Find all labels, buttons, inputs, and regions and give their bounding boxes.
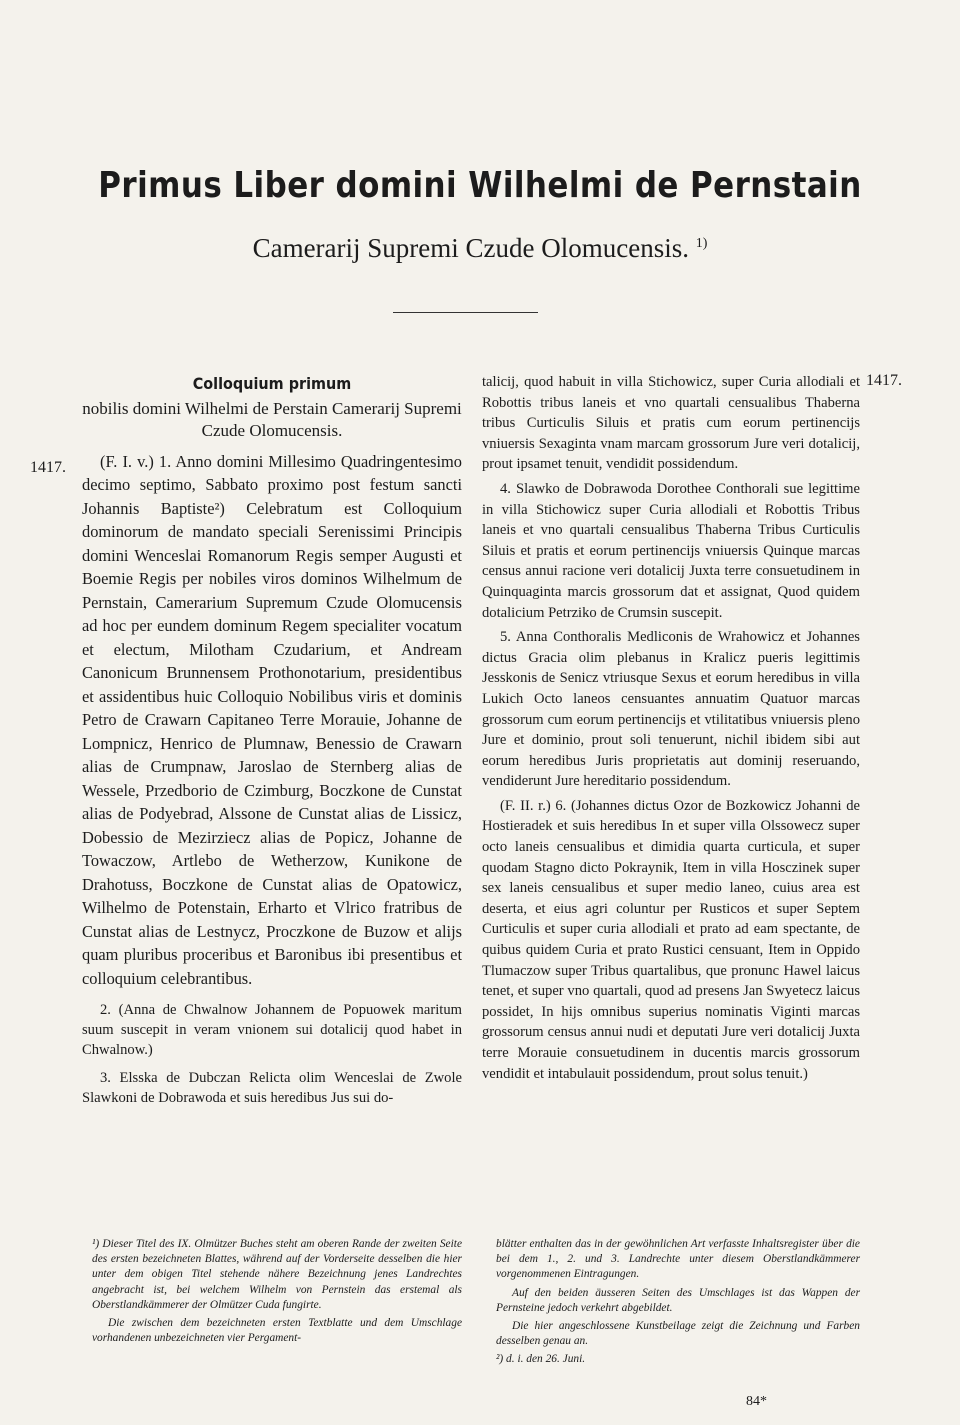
paragraph-6: (F. II. r.) 6. (Johannes dictus Ozor de Bozkowicz Johanni de Hostieradek et suis heredibus In et super villa Olssowecz super octo laneis censualibus et dimidia quarta curticula, et super quodam Stagno dicto Pokraynik, Item in villa Hosczinek super sex laneis censualibus et super medio laneo, cuius area est deserta, et eius agri coluntur per Rusticos et super Septem Curticulis et super curia allodiali et prato ad eam spectante, de quibus quidem Curia et prato Rustici censuant, Item in Oppido Tlumaczow super Tribus quartalibus, que pronunc Hawel laicus tenet, et super vno quartali, quod ad presens Jan Swyetecz laicus possidet, In hijs omnibus superius nominatis Viginti marcas grossorum census annui nudi et deputati Jure veri dotalicij Juxta terre Morauie consuetudinem in ducentis marcis grossorum vendidit et intabulauit possidendum, prout solus tenuit.) xyxy=(482,797,860,1082)
paragraph-3-continued: talicij, quod habuit in villa Stichowicz, super Curia allodiali et Robottis tribus laneis et vno quartali censualibus Thaberna tribus Curticulis Siluis et pratis cum eorum pertinencijs vniuersis Sexaginta vnam marcam grossorum Jure veri dotalicij, prout ipsamet tenuit, vendidit possidendum. xyxy=(482,374,860,473)
subtitle-text: Camerarij Supremi Czude Olomucensis. xyxy=(252,233,689,263)
subtitle-footnote-marker: 1) xyxy=(695,236,708,251)
margin-year-left: 1417. xyxy=(30,459,66,476)
footnote-1-right-part-3: Die hier angeschlossene Kunstbeilage zeigt die Zeichnung und Farben desselben genau an. xyxy=(496,1320,860,1348)
paragraph-5: 5. Anna Conthoralis Medliconis de Wrahowicz et Johannes dictus Gracia olim plebanus in Kralicz pueris legittimis Jesskonis de Senicz vtriusque Sexus et eorum heredibus in villa Lukich Octo laneos censuantes annuatim Quatuor marcas grossorum cum eorum pertinencijs et vtilitatibus vniuersis pleno Jure et dominio, prout soli tenuerunt, nichil ibidem sibi aut eorum heredibus Juris proprietatis aut dominij reseruando, vendiderunt Jure hereditario possidendum. xyxy=(482,629,860,790)
footnotes-right xyxy=(496,1237,860,1371)
footnote-1-right-part-1: blätter enthalten das in der gewöhnlichen Art verfasste Inhaltsregister über die bei dem 1., 2. und 3. Landrechte unter diesem Oberstlandkämmerer vorgenommenen Eintragungen. xyxy=(496,1238,860,1281)
paragraph-3: 3. Elsska de Dubczan Relicta olim Wenceslai de Zwole Slawkoni de Dobrawoda et suis heredibus Jus sui do- xyxy=(82,1070,462,1106)
left-column xyxy=(82,372,462,1108)
margin-year-right: 1417. xyxy=(866,372,902,389)
colloquium-subheading: nobilis domini Wilhelmi de Perstain Camerarij Supremi Czude Olomucensis. xyxy=(82,398,462,440)
footnote-1: ¹) Dieser Titel des IX. Olmützer Buches steht am oberen Rande der zweiten Seite des ersten bezeichneten Blattes, während auf der Vorderseite desselben die hier unter dem obigen Titel stehende nähere Bezeichnung jenes Landrechtes angebracht ist, bei welchem Wilhelm von Pernstein das erstemal als Oberstlandkämmerer der Olmützer Cuda fungirte. xyxy=(92,1238,462,1311)
right-column xyxy=(482,372,860,1084)
footnote-2: ²) d. i. den 26. Juni. xyxy=(496,1353,586,1366)
paragraph-2: 2. (Anna de Chwalnow Johannem de Popuowek maritum suum suscepit in veram vnionem sui dotalicij quod habet in Chwalnow.) xyxy=(82,1002,462,1058)
footnote-1-continued: Die zwischen dem bezeichneten ersten Textblatte und dem Umschlage vorhandenen unbezeichneten vier Pergament- xyxy=(92,1317,462,1345)
paragraph-4: 4. Slawko de Dobrawoda Dorothee Conthorali sue legittime in villa Stichowicz super Curia allodiali et Robottis Tribus laneis et vno quartali censualibus Thaberna Tribus Curticulis Siluis et pratis et eorum pertinencijs vniuersis Quinque marcas census annui racione veri dotalicij Juxta terre consuetudinem in Quinquaginta marcis grossorum dat et assignat, Quod quidem dotalicium Petrziko de Crumsin suscepit. xyxy=(482,480,860,621)
title-divider xyxy=(393,312,538,313)
colloquium-heading: Colloquium primum xyxy=(192,374,352,393)
page-number: 84* xyxy=(746,1394,767,1409)
footnotes-left xyxy=(92,1237,462,1349)
page-title: Primus Liber domini Wilhelmi de Pernstain xyxy=(98,165,862,206)
page-subtitle xyxy=(0,233,960,264)
footnote-1-right-part-2: Auf den beiden äusseren Seiten des Umschlages ist das Wappen der Pernsteine jedoch verkehrt abgebildet. xyxy=(496,1286,860,1314)
paragraph-1: (F. I. v.) 1. Anno domini Millesimo Quadringentesimo decimo septimo, Sabbato proximo post festum sancti Johannis Baptiste²) Celebratum est Colloquium dominorum de mandato speciali Serenissimi Principis domini Wenceslai Romanorum Regis semper Augusti et Boemie Regis per nobiles viros dominos Wilhelmum de Pernstain, Camerarium Supremum Czude Olomucensis ad hoc per eundem dominum Regem specialiter vocatum et electum, Milotham Czudarium, et Andream Canonicum Brunnensem Prothonotarium, presidentibus et assidentibus huic Colloquio Nobilibus viris et dominis Petro de Crawarn Capitaneo Terre Morauie, Johanne de Lompnicz, Henrico de Plumnaw, Benessio de Crawarn alias de Crumpnaw, Jaroslao de Sternberg alias de Wessele, Przedborio de Czimburg, Boczkone de Cunstat alias de Podyebrad, Alssone de Cunstat alias de Lissicz, Dobessio de Mezirziecz alias de Popicz, Johanne de Towaczow, Artlebo de Wetherzow, Kunikone de Drahotuss, Boczkone de Cunstat alias de Opatowicz, Wilhelmo de Potenstain, Erharto et Vlrico fratribus de Cunstat alias de Lestnycz, Proczkone de Buzow et alijs quam pluribus proceribus et Baronibus ibi presentibus et colloquium celebrantibus. xyxy=(82,451,462,988)
